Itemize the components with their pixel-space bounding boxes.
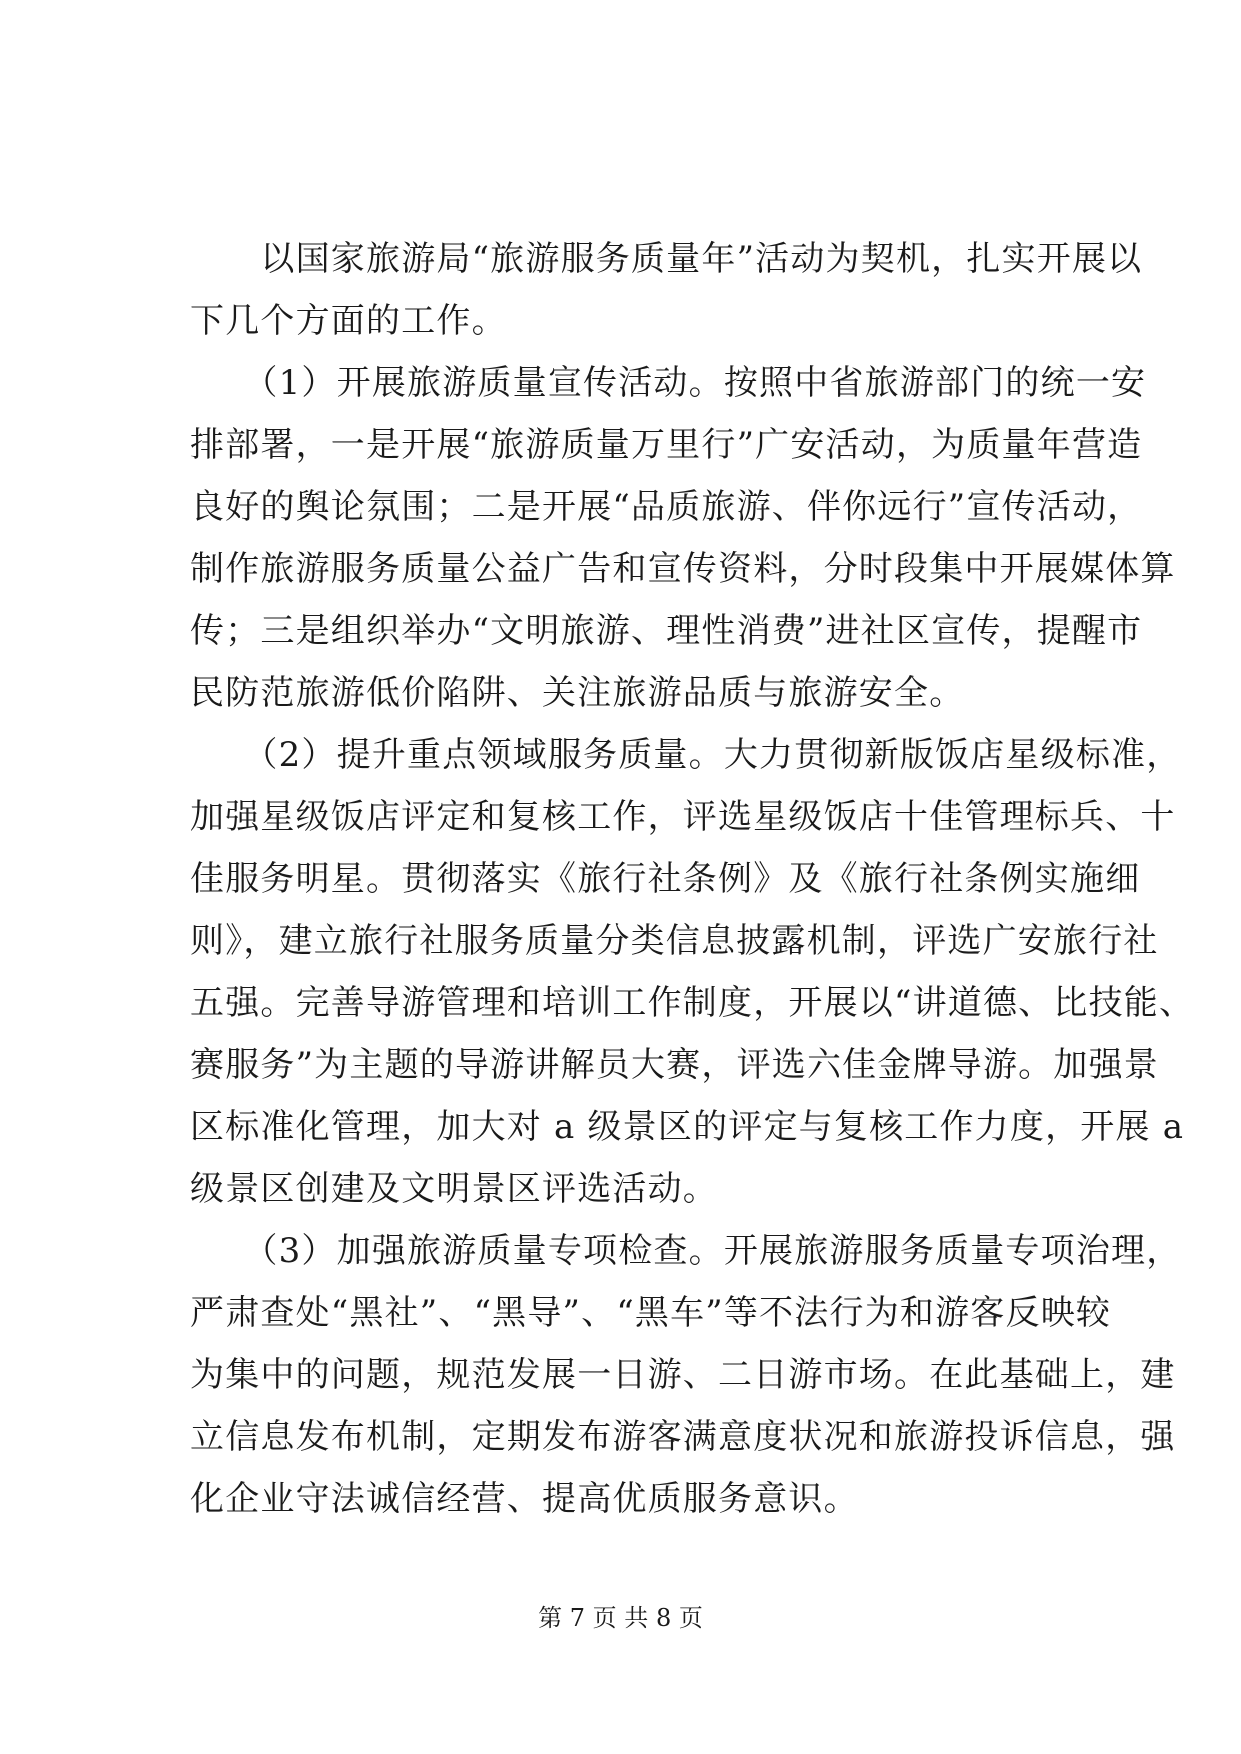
text-line: 区标准化管理，加大对 a 级景区的评定与复核工作力度，开展 a	[190, 1107, 1185, 1147]
text-line: 以国家旅游局“旅游服务质量年”活动为契机，扎实开展以	[190, 239, 1143, 279]
text-line: 民防范旅游低价陷阱、关注旅游品质与旅游安全。	[190, 673, 965, 713]
text-line: 良好的舆论氛围；二是开展“品质旅游、伴你远行”宣传活动，	[190, 487, 1143, 527]
text-line: 为集中的问题，规范发展一日游、二日游市场。在此基础上，建	[190, 1355, 1176, 1395]
text-line: 立信息发布机制，定期发布游客满意度状况和旅游投诉信息，强	[190, 1417, 1176, 1457]
page-number-footer: 第 7 页 共 8 页	[538, 1604, 703, 1632]
text-line: 佳服务明星。贯彻落实《旅行社条例》及《旅行社条例实施细	[190, 859, 1141, 899]
text-line: 级景区创建及文明景区评选活动。	[190, 1169, 718, 1209]
text-line: 五强。完善导游管理和培训工作制度，开展以“讲道德、比技能、	[190, 983, 1195, 1023]
text-line: （2）提升重点领域服务质量。大力贯彻新版饭店星级标准，	[190, 735, 1182, 775]
text-line: 制作旅游服务质量公益广告和宣传资料，分时段集中开展媒体算	[190, 549, 1176, 589]
text-line: 严肃查处“黑社”、“黑导”、“黑车”等不法行为和游客反映较	[190, 1293, 1112, 1333]
text-line: （3）加强旅游质量专项检查。开展旅游服务质量专项治理，	[190, 1231, 1182, 1271]
text-line: 赛服务”为主题的导游讲解员大赛，评选六佳金牌导游。加强景	[190, 1045, 1159, 1085]
text-line: 加强星级饭店评定和复核工作，评选星级饭店十佳管理标兵、十	[190, 797, 1176, 837]
text-line: 传；三是组织举办“文明旅游、理性消费”进社区宣传，提醒市	[190, 611, 1143, 651]
text-line: 排部署，一是开展“旅游质量万里行”广安活动，为质量年营造	[190, 425, 1143, 465]
text-line: （1）开展旅游质量宣传活动。按照中省旅游部门的统一安	[190, 363, 1147, 403]
text-line: 则》，建立旅行社服务质量分类信息披露机制，评选广安旅行社	[190, 921, 1159, 961]
document-body	[190, 228, 1195, 1530]
text-line: 下几个方面的工作。	[190, 301, 507, 341]
text-line: 化企业守法诚信经营、提高优质服务意识。	[190, 1479, 859, 1519]
